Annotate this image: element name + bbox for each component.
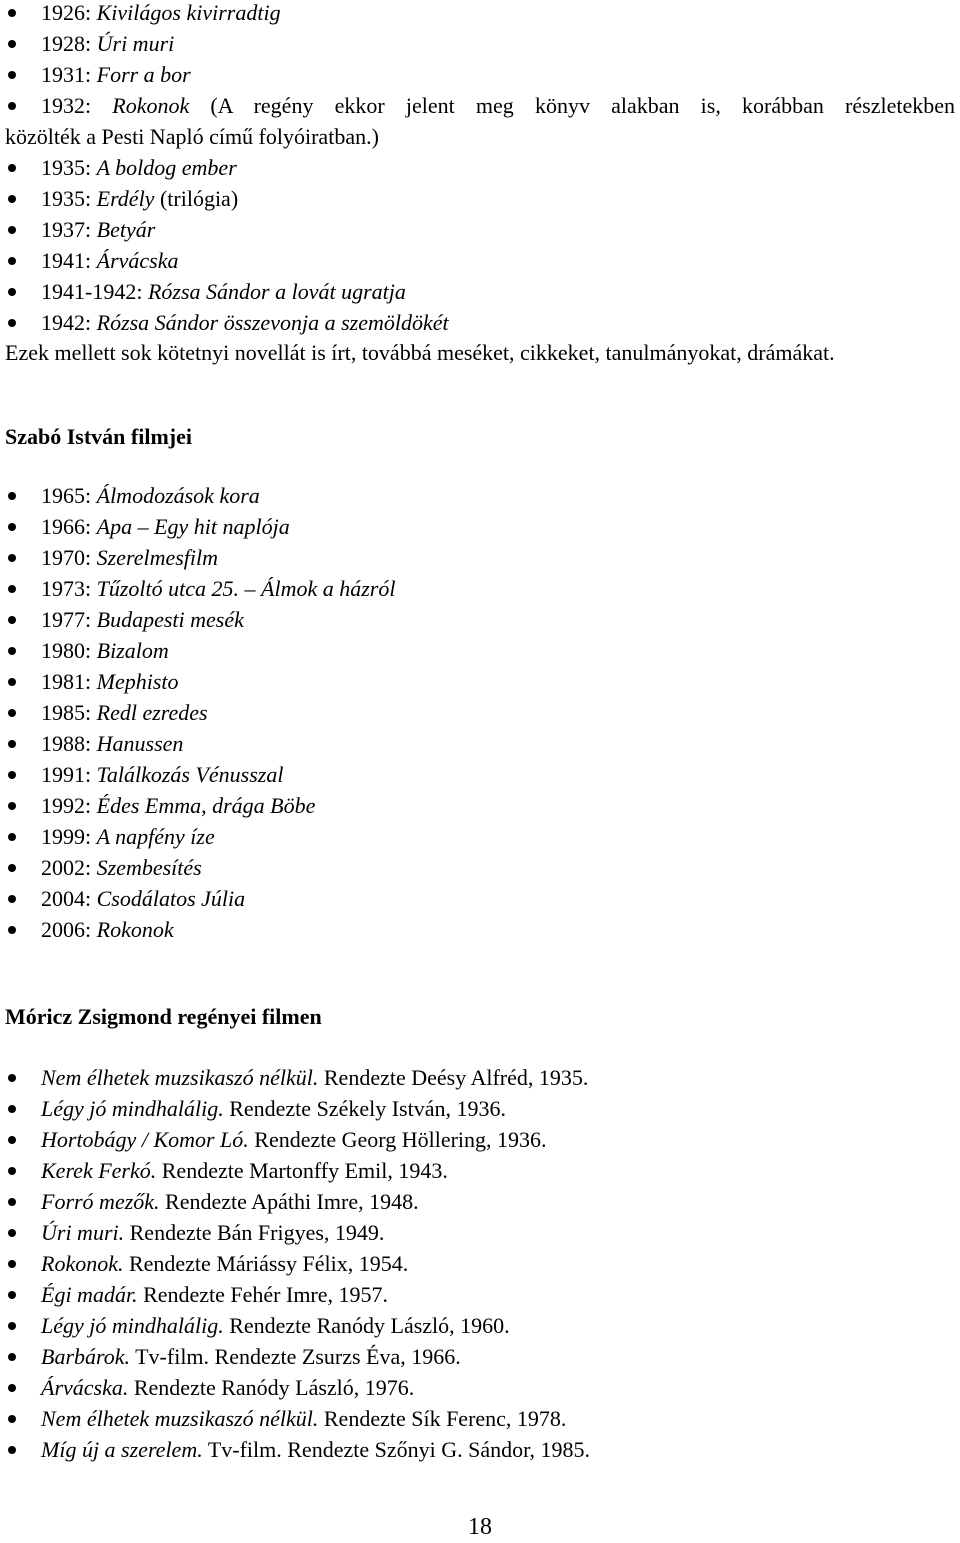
section-heading: Móricz Zsigmond regényei filmen: [5, 1004, 322, 1029]
list-item: 1926: Kivilágos kivirradtig: [0, 0, 955, 28]
list-item: Légy jó mindhalálig. Rendezte Székely István, 1936.: [0, 1093, 955, 1124]
list-item: 1935: Erdély (trilógia): [0, 183, 955, 214]
list-item: Árvácska. Rendezte Ranódy László, 1976.: [0, 1372, 955, 1403]
list-item: Hortobágy / Komor Ló. Rendezte Georg Höllering, 1936.: [0, 1124, 955, 1155]
list-item: 1937: Betyár: [0, 214, 955, 245]
summary-paragraph: Ezek mellett sok kötetnyi novellát is írt, továbbá meséket, cikkeket, tanulmányokat, drámákat.: [5, 340, 835, 365]
list-item: 1970: Szerelmesfilm: [0, 542, 955, 573]
list-item: Égi madár. Rendezte Fehér Imre, 1957.: [0, 1279, 955, 1310]
list-item: 2006: Rokonok: [0, 914, 955, 945]
list-item: 1935: A boldog ember: [0, 152, 955, 183]
list-item: 1992: Édes Emma, drága Böbe: [0, 790, 955, 821]
list-item: 1980: Bizalom: [0, 635, 955, 666]
list-item: Forró mezők. Rendezte Apáthi Imre, 1948.: [0, 1186, 955, 1217]
list-item: [0, 90, 955, 152]
list-item: Nem élhetek muzsikaszó nélkül. Rendezte Sík Ferenc, 1978.: [0, 1403, 955, 1434]
section-heading: Szabó István filmjei: [5, 424, 192, 449]
list-item: Úri muri. Rendezte Bán Frigyes, 1949.: [0, 1217, 955, 1248]
list-item: 1941-1942: Rózsa Sándor a lovát ugratja: [0, 276, 955, 307]
list-item: 1988: Hanussen: [0, 728, 955, 759]
list-item: 1942: Rózsa Sándor összevonja a szemöldökét: [0, 307, 955, 338]
list-item: 1966: Apa – Egy hit naplója: [0, 511, 955, 542]
list-item: 1928: Úri muri: [0, 28, 955, 59]
list-item: Kerek Ferkó. Rendezte Martonffy Emil, 1943.: [0, 1155, 955, 1186]
list-item: 1985: Redl ezredes: [0, 697, 955, 728]
list-item: Míg új a szerelem. Tv-film. Rendezte Szőnyi G. Sándor, 1985.: [0, 1434, 955, 1465]
list-item: 1999: A napfény íze: [0, 821, 955, 852]
list-item-line-2: közölték a Pesti Napló című folyóiratban.): [5, 124, 379, 149]
film-list: [0, 480, 955, 945]
list-item: 1931: Forr a bor: [0, 59, 955, 90]
list-item: 1981: Mephisto: [0, 666, 955, 697]
list-item: 1941: Árvácska: [0, 245, 955, 276]
list-item: 1965: Álmodozások kora: [0, 480, 955, 511]
list-item: 1991: Találkozás Vénusszal: [0, 759, 955, 790]
list-item-line-1: 1932: Rokonok (A regény ekkor jelent meg könyv alakban is, korábban részletekben: [41, 93, 955, 118]
list-item: 2004: Csodálatos Júlia: [0, 883, 955, 914]
page-number: 18: [468, 1514, 492, 1540]
list-item: Nem élhetek muzsikaszó nélkül. Rendezte Deésy Alfréd, 1935.: [0, 1062, 955, 1093]
list-item: 2002: Szembesítés: [0, 852, 955, 883]
adaptation-list: [0, 1062, 955, 1465]
list-item: Barbárok. Tv-film. Rendezte Zsurzs Éva, 1966.: [0, 1341, 955, 1372]
list-item: Légy jó mindhalálig. Rendezte Ranódy László, 1960.: [0, 1310, 955, 1341]
list-item: 1977: Budapesti mesék: [0, 604, 955, 635]
list-item: Rokonok. Rendezte Máriássy Félix, 1954.: [0, 1248, 955, 1279]
list-item: 1973: Tűzoltó utca 25. – Álmok a házról: [0, 573, 955, 604]
novel-list: [0, 0, 955, 338]
